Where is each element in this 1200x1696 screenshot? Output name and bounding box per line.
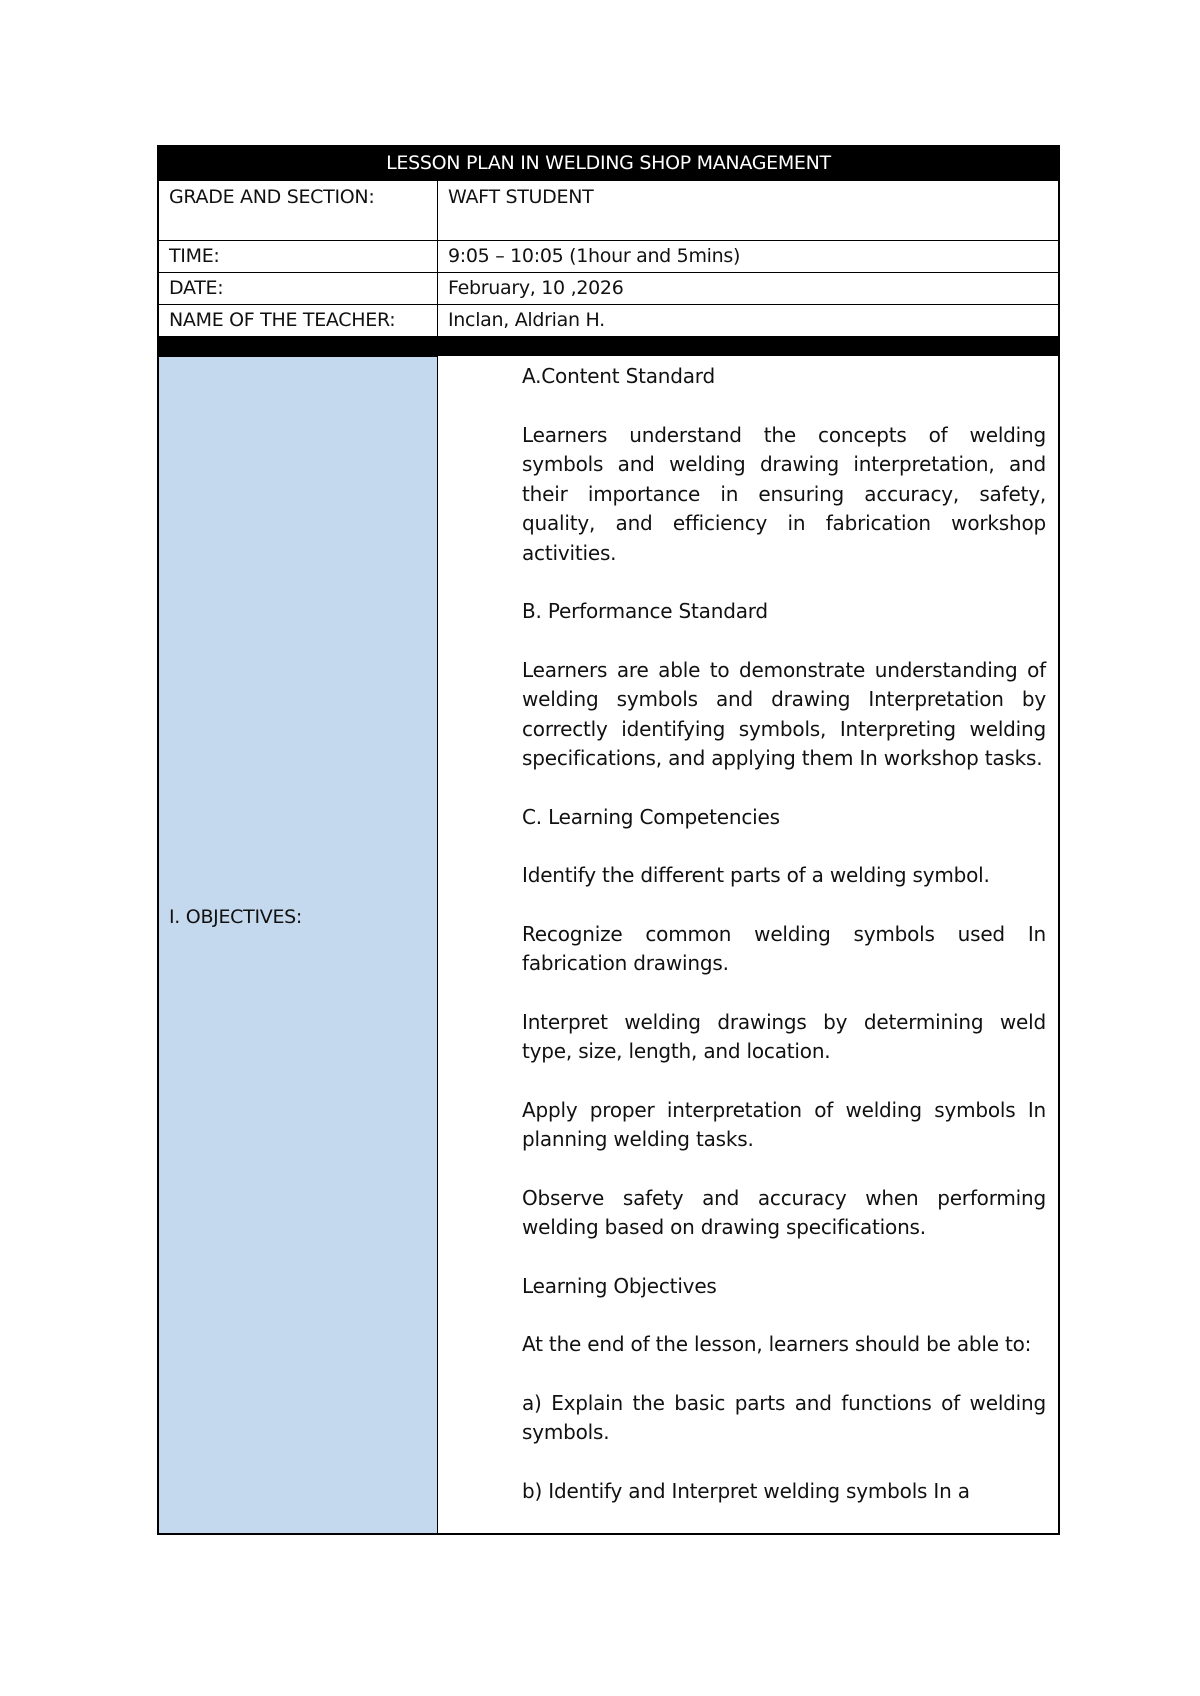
performance-standard-heading: B. Performance Standard	[522, 599, 768, 623]
date-row	[159, 272, 1058, 304]
competencies-heading: C. Learning Competencies	[522, 804, 780, 829]
teacher-row	[159, 304, 1058, 336]
learning-objectives-intro: At the end of the lesson, learners should be able to:	[522, 1332, 1032, 1356]
teacher-label: NAME OF THE TEACHER:	[159, 305, 438, 336]
competency-item: Recognize common welding symbols used In fabrication drawings.	[522, 921, 1046, 975]
competency-item: Apply proper interpretation of welding symbols In planning welding tasks.	[522, 1097, 1046, 1151]
grade-section-value: WAFT STUDENT	[448, 186, 594, 208]
lesson-plan-title: LESSON PLAN IN WELDING SHOP MANAGEMENT	[159, 147, 1058, 180]
objectives-row	[159, 356, 1058, 1533]
content-standard-text: Learners understand the concepts of welding symbols and welding drawing interpretation, and their importance in ensuring accuracy, safety, quality, and efficiency in fabrication workshop activities.	[522, 422, 1046, 565]
objectives-label: I. OBJECTIVES:	[159, 356, 438, 1533]
teacher-value: Inclan, Aldrian H.	[448, 309, 605, 331]
objectives-content	[438, 356, 1058, 1533]
learning-objective-item: a) Explain the basic parts and functions of welding symbols.	[522, 1390, 1046, 1444]
time-row	[159, 240, 1058, 272]
learning-objectives-heading: Learning Objectives	[522, 1273, 717, 1298]
competency-item: Identify the different parts of a welding symbol.	[522, 863, 990, 887]
date-value: February, 10 ,2026	[448, 277, 624, 299]
content-standard-heading: A.Content Standard	[522, 364, 715, 388]
grade-section-label: GRADE AND SECTION:	[159, 181, 438, 240]
time-label: TIME:	[159, 241, 438, 272]
competency-item: Observe safety and accuracy when performing welding based on drawing specifications.	[522, 1185, 1046, 1239]
grade-section-row	[159, 180, 1058, 240]
section-divider-bar	[159, 336, 1058, 356]
lesson-plan-table	[157, 145, 1060, 1535]
learning-objective-item: b) Identify and Interpret welding symbols In a	[522, 1478, 970, 1503]
time-value: 9:05 – 10:05 (1hour and 5mins)	[448, 245, 741, 267]
performance-standard-text: Learners are able to demonstrate understanding of welding symbols and drawing Interpretation by correctly identifying symbols, Interpreting welding specifications, and applying them In workshop tasks.	[522, 657, 1046, 770]
date-label: DATE:	[159, 273, 438, 304]
competency-item: Interpret welding drawings by determining weld type, size, length, and location.	[522, 1009, 1046, 1063]
